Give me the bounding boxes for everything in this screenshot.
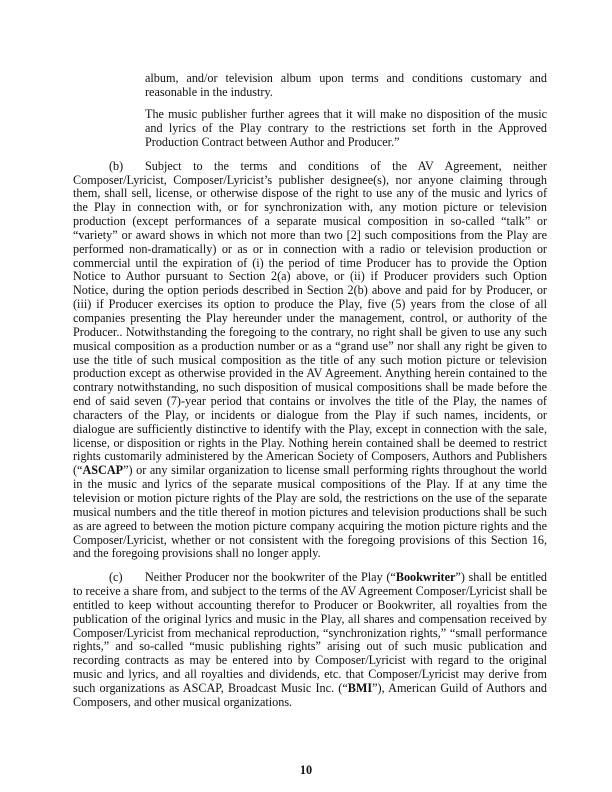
quoted-paragraph-music-publisher: The music publisher further agrees that it will make no disposition of the music and lyrics of the Play contrary to the restrictions set forth in the Approved Production Contract between Author and Producer.”: [145, 107, 547, 149]
quoted-paragraph-album: album, and/or television album upon terms and conditions customary and reasonable in the industry.: [145, 71, 547, 99]
section-c-text-2: ”) shall be entitled to receive a share from, and subject to the terms of the AV Agreement Composer/Lyricist shall be entitled to keep without accounting therefor to Producer or Bookwriter, all royalties from the publication of the original lyrics and music in the Play, all shares and compensation received by Composer/Lyricist from mechanical reproduction, “synchronization rights,” “small performance rights,” and so-called “music publishing rights” arising out of such music publication and recording contracts as may be entered into by Composer/Lyricist with regard to the original music and lyrics, and all royalties and dividends, etc. that Composer/Lyricist may derive from such organizations as ASCAP, Broadcast Music Inc. (“: [73, 570, 548, 695]
document-page: [73, 72, 547, 710]
section-c-text-3: ”), American Guild of Authors and Composers, and other musical organizations.: [73, 680, 548, 709]
bmi-defined-term: BMI: [347, 680, 373, 695]
section-c-label: (c): [109, 570, 123, 585]
section-c-paragraph: [73, 571, 547, 709]
section-b-text-1: Subject to the terms and conditions of the AV Agreement, neither Composer/Lyricist, Composer/Lyricist’s publisher designee(s), nor anyone claiming through them, shall sell, license, or otherwise dispose of the right to use any of the music and lyrics of the Play in connection with, or for synchronization with, any motion picture or television production (except performances of a separate musical composition in so-called “talk” or “variety” or award shows in which not more than two [2] such compositions from the Play are performed non-dramatically) or as or in connection with a radio or television production or commercial until the expiration of (i) the period of time Producer has to provide the Option Notice to Author pursuant to Section 2(a) above, or (ii) if Producer providers such Option Notice, during the option periods described in Section 2(b) above and paid for by Producer, or (iii) if Producer exercises its option to produce the Play, five (5) years from the close of all companies presenting the Play hereunder under the management, control, or authority of the Producer.. Notwithstanding the foregoing to the contrary, no right shall be given to use any such musical composition as a production number or as a “grand use” nor shall any right be given to use the title of such musical composition as the title of any such motion picture or television production except as otherwise provided in the AV Agreement. Anything herein contained to the contrary notwithstanding, no such disposition of musical compositions shall be made before the end of said seven (7)-year period that contains or involves the title of the Play, the names of characters of the Play, or incidents or dialogue from the Play if such names, incidents, or dialogue are sufficiently distinctive to identify with the Play, except in connection with the sale, license, or disposition or rights in the Play. Nothing herein contained shall be deemed to restrict rights customarily administered by the American Society of Composers, Authors and Publishers (“: [73, 158, 547, 478]
bookwriter-defined-term: Bookwriter: [395, 570, 456, 585]
section-b-paragraph: [73, 160, 547, 561]
ascap-defined-term: ASCAP: [82, 463, 124, 478]
section-b-label: (b): [109, 158, 124, 173]
section-b-text-2: ”) or any similar organization to license small performing rights throughout the world in the music and lyrics of the separate musical compositions of the Play. If at any time the television or motion picture rights of the Play are sold, the restrictions on the use of the separate musical numbers and the title thereof in motion pictures and television productions shall be such as are agreed to between the motion picture company acquiring the motion picture rights and the Composer/Lyricist, whether or not consistent with the foregoing provisions of this Section 16, and the foregoing provisions shall no longer apply.: [73, 463, 547, 561]
page-number: 10: [299, 763, 313, 777]
section-c-text-1: Neither Producer nor the bookwriter of the Play (“: [145, 570, 396, 585]
